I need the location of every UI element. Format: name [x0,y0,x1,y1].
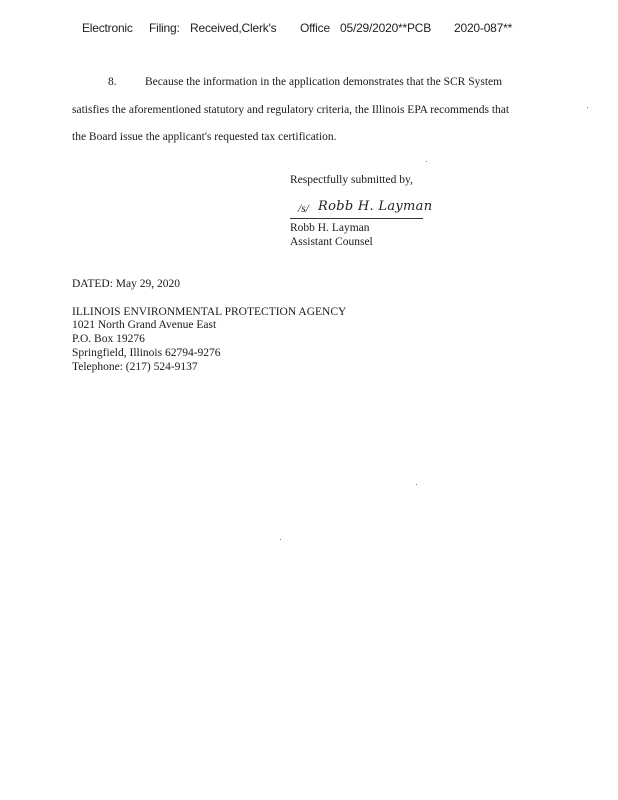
handwritten-signature: Robb H. Layman [318,199,433,214]
signature-line [290,218,423,219]
scan-speck [426,161,427,162]
scan-speck [416,484,417,485]
header-date-code: 05/29/2020**PCB [340,21,432,35]
scan-speck [280,539,281,540]
header-case-number: 2020-087** [454,21,513,35]
paragraph-line-2: satisfies the aforementioned statutory and regulatory criteria, the Illinois EPA recommends that [72,104,510,116]
paragraph-line-3: the Board issue the applicant's requested tax certification. [72,131,337,143]
agency-phone: Telephone: (217) 524-9137 [72,361,198,373]
header-received: Received,Clerk's [190,21,277,35]
agency-name: ILLINOIS ENVIRONMENTAL PROTECTION AGENCY [72,306,347,318]
agency-city: Springfield, Illinois 62794-9276 [72,347,221,359]
agency-street: 1021 North Grand Avenue East [72,319,217,331]
paragraph-number: 8. [108,76,117,88]
signer-title: Assistant Counsel [290,236,373,248]
header-office: Office [300,21,330,35]
dated-line: DATED: May 29, 2020 [72,278,180,290]
signer-name: Robb H. Layman [290,222,370,234]
closing-salutation: Respectfully submitted by, [290,174,413,186]
scan-speck [587,107,588,108]
header-filing: Filing: [149,21,180,35]
signature-prefix: /s/ [298,203,309,215]
agency-po-box: P.O. Box 19276 [72,333,145,345]
header-electronic: Electronic [82,21,133,35]
paragraph-line-1: Because the information in the application demonstrates that the SCR System [145,76,503,88]
